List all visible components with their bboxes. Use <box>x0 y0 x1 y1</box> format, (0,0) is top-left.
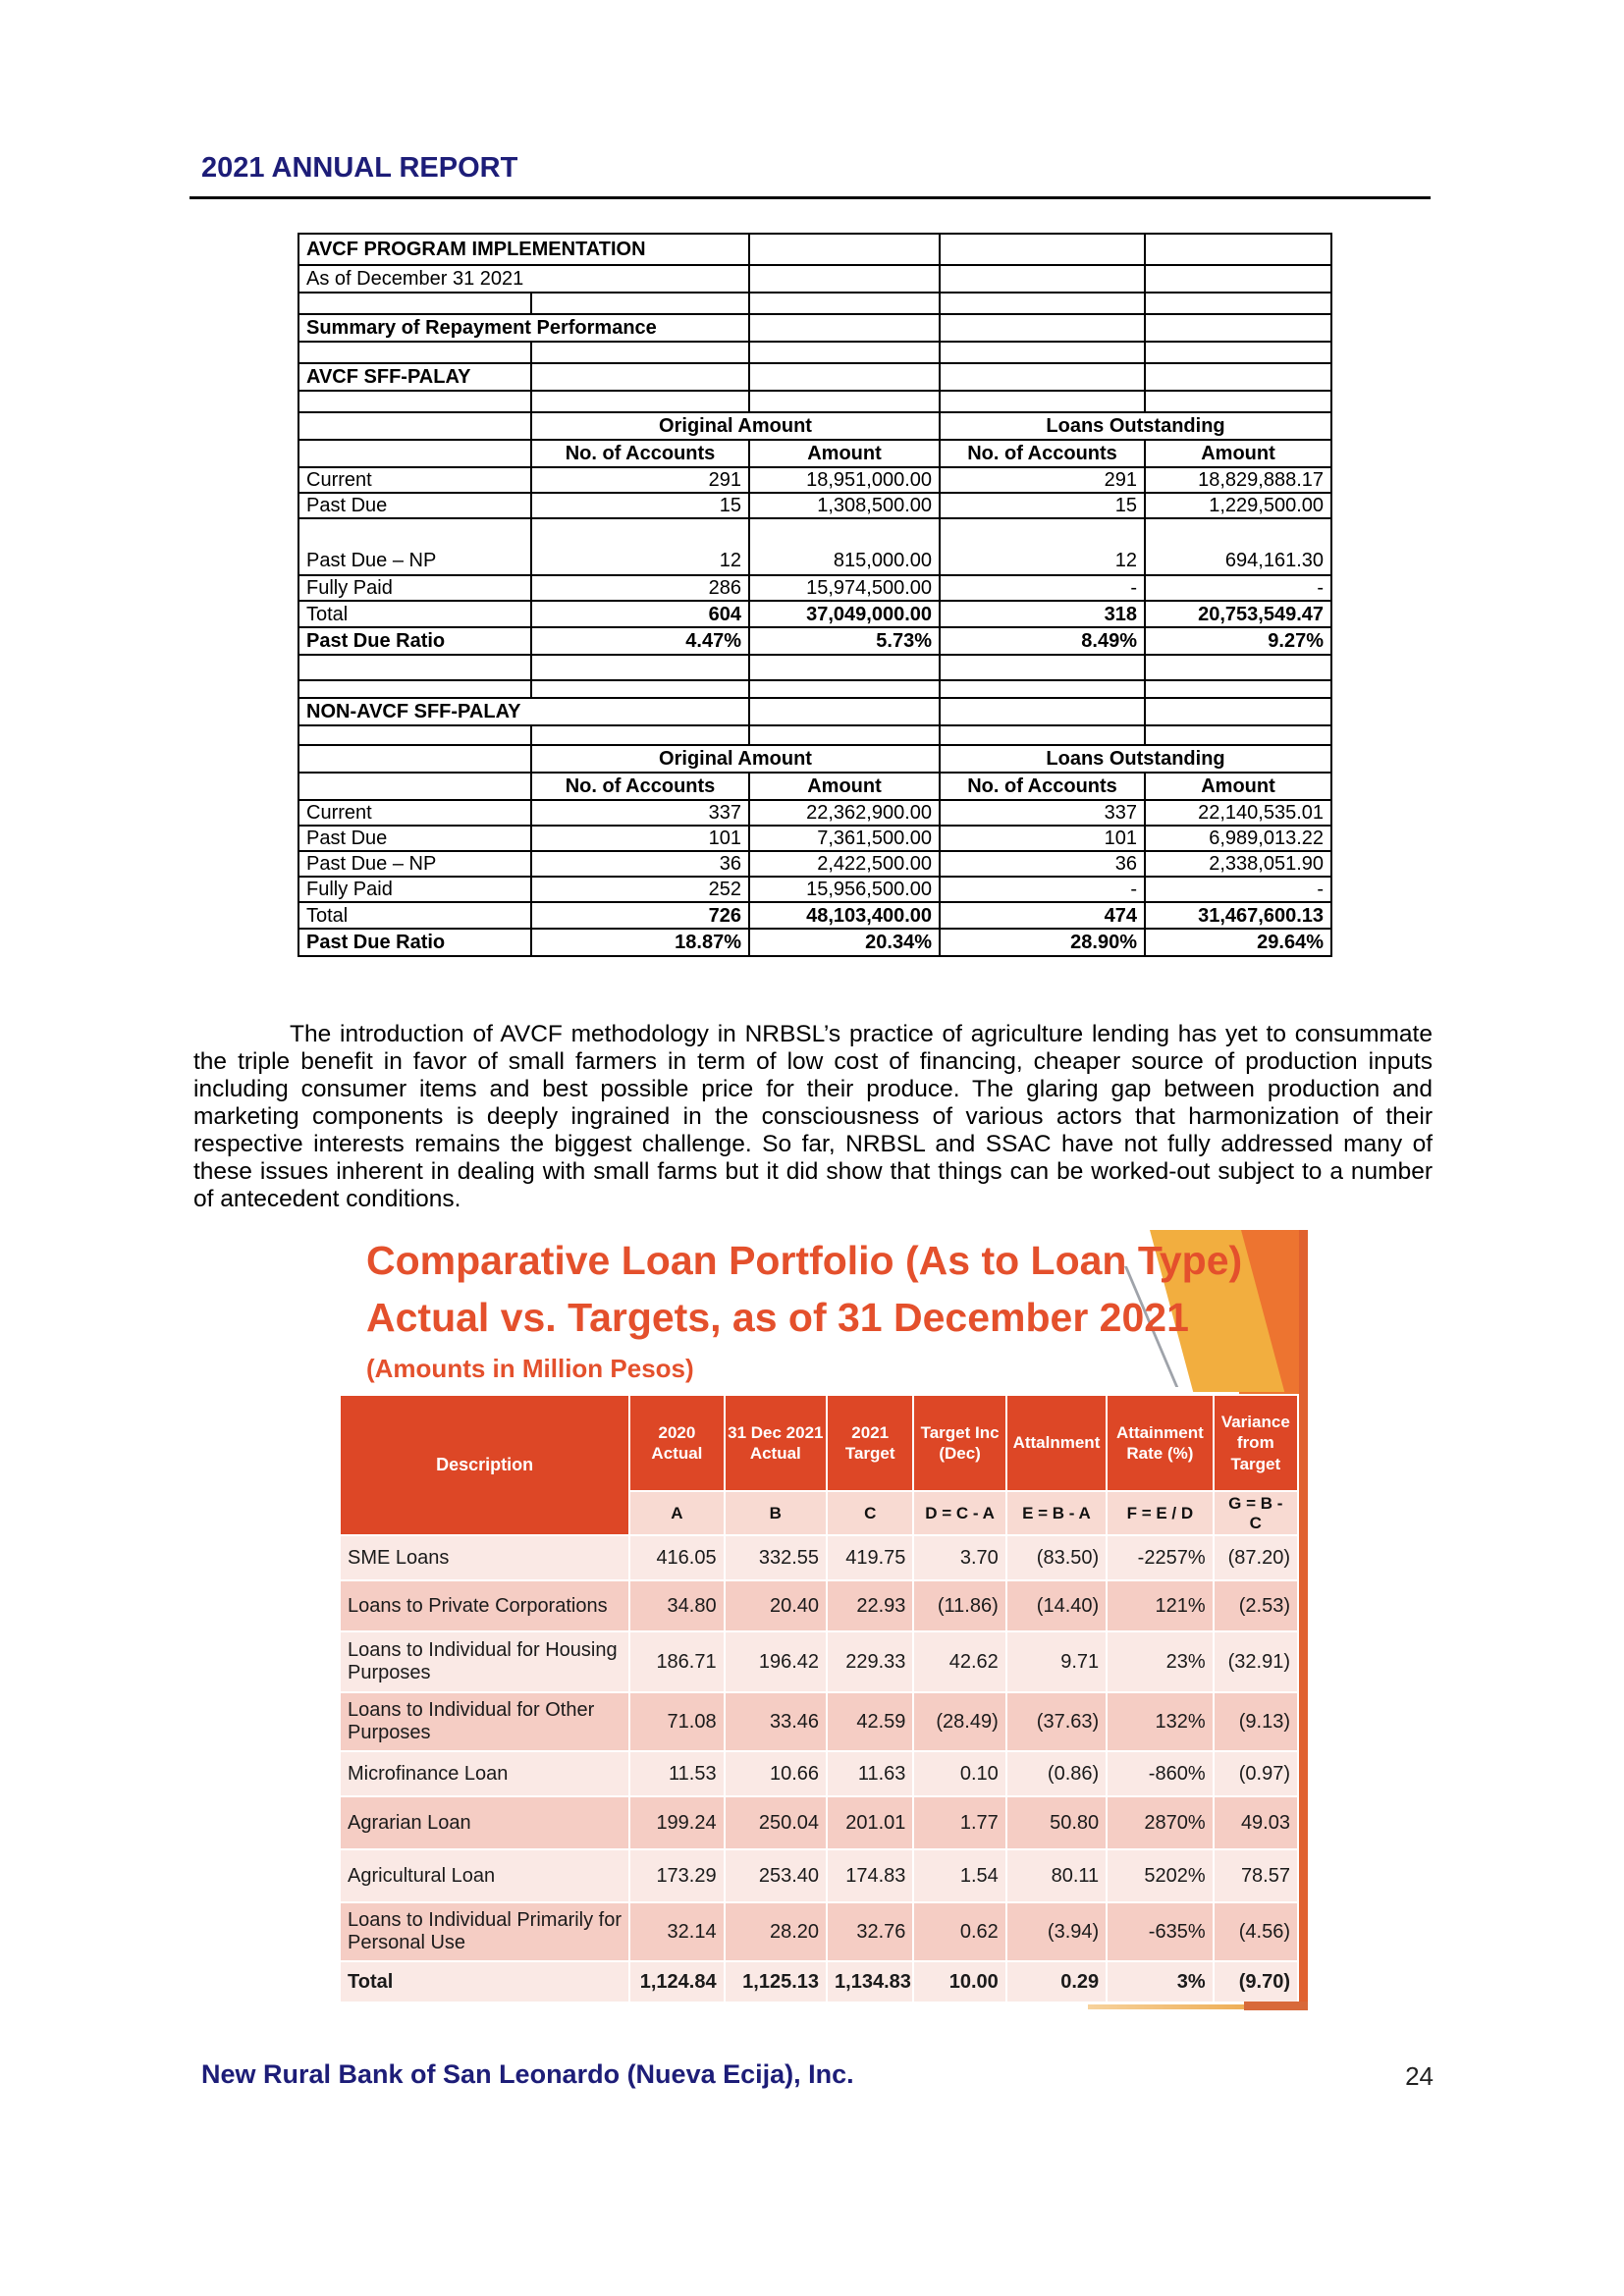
empty-cell <box>531 655 749 680</box>
row-label-cell: Total <box>298 902 531 929</box>
loan-value-cell: 173.29 <box>630 1850 723 1901</box>
empty-cell <box>749 363 940 391</box>
ratio-row <box>298 929 1331 956</box>
empty-cell <box>940 234 1145 265</box>
loan-value-cell: 121% <box>1108 1581 1212 1630</box>
data-row <box>298 575 1331 601</box>
loan-row <box>341 1693 1297 1750</box>
column-header-cell: No. of Accounts <box>531 440 749 467</box>
value-cell: - <box>940 575 1145 601</box>
formula-cell: E = B - A <box>1007 1492 1106 1534</box>
loan-value-cell: 3% <box>1108 1962 1212 2002</box>
loan-value-cell: 11.63 <box>828 1752 912 1795</box>
loan-column-header: Description <box>341 1396 628 1534</box>
formula-cell: G = B - C <box>1215 1492 1297 1534</box>
row-label-cell: Past Due <box>298 826 531 851</box>
loan-value-cell: 49.03 <box>1215 1797 1297 1848</box>
figure-title-line1: Comparative Loan Portfolio (As to Loan Type) <box>366 1238 1243 1283</box>
column-header-cell: No. of Accounts <box>940 773 1145 800</box>
loan-value-cell: (11.86) <box>914 1581 1004 1630</box>
loan-value-cell: 132% <box>1108 1693 1212 1750</box>
column-header-cell: Amount <box>749 440 940 467</box>
empty-cell <box>940 363 1145 391</box>
empty-cell <box>749 293 940 314</box>
value-cell: 15 <box>940 493 1145 518</box>
loan-value-cell: 1,124.84 <box>630 1962 723 2002</box>
column-header-cell: No. of Accounts <box>531 773 749 800</box>
value-cell: 1,308,500.00 <box>749 493 940 518</box>
value-cell: 286 <box>531 575 749 601</box>
data-row <box>298 493 1331 518</box>
value-cell: 337 <box>940 800 1145 826</box>
table-row <box>298 698 1331 725</box>
loan-value-cell: -860% <box>1108 1752 1212 1795</box>
table-row <box>298 680 1331 698</box>
data-row <box>298 826 1331 851</box>
loan-value-cell: 10.66 <box>726 1752 826 1795</box>
loan-value-cell: 1,125.13 <box>726 1962 826 2002</box>
loan-description-cell: Loans to Individual for Other Purposes <box>341 1693 628 1750</box>
table-row <box>298 725 1331 745</box>
column-header-cell: Amount <box>749 773 940 800</box>
figure-title-block <box>339 1230 1308 1394</box>
empty-cell <box>531 363 749 391</box>
summary-label-cell: Summary of Repayment Performance <box>298 314 749 342</box>
table-row <box>298 234 1331 265</box>
empty-cell <box>749 314 940 342</box>
total-row <box>298 601 1331 627</box>
formula-cell: C <box>828 1492 912 1534</box>
loan-value-cell: (14.40) <box>1007 1581 1106 1630</box>
empty-cell <box>298 680 531 698</box>
section-title-cell: AVCF SFF-PALAY <box>298 363 531 391</box>
value-cell: 48,103,400.00 <box>749 902 940 929</box>
loan-value-cell: (2.53) <box>1215 1581 1297 1630</box>
loan-row <box>341 1903 1297 1960</box>
formula-cell: D = C - A <box>914 1492 1004 1534</box>
value-cell: - <box>1145 575 1331 601</box>
loan-value-cell: (32.91) <box>1215 1632 1297 1691</box>
row-label-cell: Past Due Ratio <box>298 627 531 655</box>
value-cell: 101 <box>531 826 749 851</box>
empty-cell <box>1145 342 1331 363</box>
empty-cell <box>940 680 1145 698</box>
value-cell: 22,362,900.00 <box>749 800 940 826</box>
loan-total-row <box>341 1962 1297 2002</box>
table-row <box>298 265 1331 293</box>
formula-cell: F = E / D <box>1108 1492 1212 1534</box>
empty-cell <box>749 391 940 412</box>
loan-value-cell: 2870% <box>1108 1797 1212 1848</box>
value-cell: 726 <box>531 902 749 929</box>
row-label-cell: Fully Paid <box>298 575 531 601</box>
table-row <box>298 314 1331 342</box>
value-cell: 318 <box>940 601 1145 627</box>
value-cell: 5.73% <box>749 627 940 655</box>
loan-description-cell: Agricultural Loan <box>341 1850 628 1901</box>
row-label-cell: Past Due – NP <box>298 851 531 877</box>
loan-description-cell: Loans to Private Corporations <box>341 1581 628 1630</box>
loan-value-cell: 33.46 <box>726 1693 826 1750</box>
loan-value-cell: (28.49) <box>914 1693 1004 1750</box>
loan-value-cell: 22.93 <box>828 1581 912 1630</box>
empty-cell <box>298 293 531 314</box>
empty-cell <box>298 391 531 412</box>
loan-value-cell: (9.13) <box>1215 1693 1297 1750</box>
value-cell: 28.90% <box>940 929 1145 956</box>
loan-value-cell: 416.05 <box>630 1536 723 1579</box>
empty-cell <box>940 391 1145 412</box>
empty-cell <box>531 680 749 698</box>
empty-cell <box>531 725 749 745</box>
loan-value-cell: (37.63) <box>1007 1693 1106 1750</box>
loan-value-cell: (0.97) <box>1215 1752 1297 1795</box>
column-header-row <box>298 440 1331 467</box>
value-cell: 18,951,000.00 <box>749 467 940 493</box>
value-cell: - <box>1145 877 1331 902</box>
value-cell: 15 <box>531 493 749 518</box>
group-header-cell: Original Amount <box>531 745 940 773</box>
group-header-cell: Loans Outstanding <box>940 412 1331 440</box>
value-cell: 101 <box>940 826 1145 851</box>
loan-value-cell: 174.83 <box>828 1850 912 1901</box>
ratio-row <box>298 627 1331 655</box>
empty-cell <box>298 440 531 467</box>
value-cell: 2,338,051.90 <box>1145 851 1331 877</box>
empty-cell <box>298 655 531 680</box>
empty-cell <box>749 698 940 725</box>
column-header-cell: Amount <box>1145 773 1331 800</box>
loan-value-cell: 250.04 <box>726 1797 826 1848</box>
loan-description-cell: Total <box>341 1962 628 2002</box>
empty-cell <box>749 725 940 745</box>
loan-value-cell: 0.29 <box>1007 1962 1106 2002</box>
loan-description-cell: Loans to Individual for Housing Purposes <box>341 1632 628 1691</box>
page-title: 2021 ANNUAL REPORT <box>201 152 518 184</box>
loan-value-cell: (87.20) <box>1215 1536 1297 1579</box>
loan-portfolio-figure <box>339 1230 1308 2013</box>
loan-value-cell: 42.62 <box>914 1632 1004 1691</box>
empty-cell <box>940 265 1145 293</box>
empty-cell <box>1145 293 1331 314</box>
value-cell: 4.47% <box>531 627 749 655</box>
loan-value-cell: 80.11 <box>1007 1850 1106 1901</box>
value-cell: 36 <box>940 851 1145 877</box>
value-cell: 15,956,500.00 <box>749 877 940 902</box>
loan-value-cell: 32.76 <box>828 1903 912 1960</box>
column-header-cell: No. of Accounts <box>940 440 1145 467</box>
formula-cell: B <box>726 1492 826 1534</box>
loan-value-cell: 196.42 <box>726 1632 826 1691</box>
section-title-cell: NON-AVCF SFF-PALAY <box>298 698 749 725</box>
loan-column-header: Variance from Target <box>1215 1396 1297 1490</box>
loan-value-cell: -2257% <box>1108 1536 1212 1579</box>
empty-cell <box>531 293 749 314</box>
empty-cell <box>749 680 940 698</box>
empty-cell <box>298 773 531 800</box>
empty-cell <box>1145 363 1331 391</box>
loan-value-cell: 201.01 <box>828 1797 912 1848</box>
value-cell: 36 <box>531 851 749 877</box>
loan-column-header: 2021 Target <box>828 1396 912 1490</box>
table-title-cell: AVCF PROGRAM IMPLEMENTATION <box>298 234 749 265</box>
column-header-row <box>298 773 1331 800</box>
loan-value-cell: 3.70 <box>914 1536 1004 1579</box>
formula-cell: A <box>630 1492 723 1534</box>
figure-subtitle: (Amounts in Million Pesos) <box>366 1354 694 1383</box>
empty-cell <box>1145 725 1331 745</box>
value-cell: 15,974,500.00 <box>749 575 940 601</box>
value-cell: 815,000.00 <box>749 518 940 575</box>
loan-column-header: Attalnment <box>1007 1396 1106 1490</box>
value-cell: 694,161.30 <box>1145 518 1331 575</box>
row-label-cell: Past Due Ratio <box>298 929 531 956</box>
empty-cell <box>531 342 749 363</box>
value-cell: 18,829,888.17 <box>1145 467 1331 493</box>
loan-value-cell: 71.08 <box>630 1693 723 1750</box>
group-header-cell: Loans Outstanding <box>940 745 1331 773</box>
loan-value-cell: 186.71 <box>630 1632 723 1691</box>
value-cell: 37,049,000.00 <box>749 601 940 627</box>
loan-value-cell: 5202% <box>1108 1850 1212 1901</box>
loan-value-cell: 28.20 <box>726 1903 826 1960</box>
empty-cell <box>940 342 1145 363</box>
table-row <box>298 655 1331 680</box>
loan-value-cell: 0.62 <box>914 1903 1004 1960</box>
empty-cell <box>1145 391 1331 412</box>
empty-cell <box>749 342 940 363</box>
group-header-row <box>298 745 1331 773</box>
loan-value-cell: 199.24 <box>630 1797 723 1848</box>
empty-cell <box>298 725 531 745</box>
group-header-row <box>298 412 1331 440</box>
empty-cell <box>298 745 531 773</box>
loan-row <box>341 1850 1297 1901</box>
loan-value-cell: 1.54 <box>914 1850 1004 1901</box>
loan-value-cell: 20.40 <box>726 1581 826 1630</box>
loan-value-cell: 1.77 <box>914 1797 1004 1848</box>
data-row <box>298 877 1331 902</box>
loan-row <box>341 1536 1297 1579</box>
loan-value-cell: 42.59 <box>828 1693 912 1750</box>
value-cell: 12 <box>531 518 749 575</box>
loan-column-header: 2020 Actual <box>630 1396 723 1490</box>
value-cell: 29.64% <box>1145 929 1331 956</box>
loan-value-cell: 78.57 <box>1215 1850 1297 1901</box>
header-rule <box>189 196 1431 199</box>
empty-cell <box>940 725 1145 745</box>
data-row <box>298 518 1331 575</box>
loan-value-cell: 253.40 <box>726 1850 826 1901</box>
empty-cell <box>298 412 531 440</box>
loan-value-cell: 34.80 <box>630 1581 723 1630</box>
loan-column-header: Attainment Rate (%) <box>1108 1396 1212 1490</box>
empty-cell <box>749 265 940 293</box>
page-number: 24 <box>1405 2061 1434 2091</box>
row-label-cell: Current <box>298 800 531 826</box>
loan-value-cell: (0.86) <box>1007 1752 1106 1795</box>
bottom-accent-line <box>339 2003 1308 2013</box>
loan-value-cell: -635% <box>1108 1903 1212 1960</box>
loan-value-cell: (9.70) <box>1215 1962 1297 2002</box>
value-cell: 291 <box>940 467 1145 493</box>
empty-cell <box>940 655 1145 680</box>
loan-value-cell: (4.56) <box>1215 1903 1297 1960</box>
empty-cell <box>531 391 749 412</box>
row-label-cell: Fully Paid <box>298 877 531 902</box>
footer-bank-name: New Rural Bank of San Leonardo (Nueva Ecija), Inc. <box>201 2059 854 2089</box>
loan-value-cell: 32.14 <box>630 1903 723 1960</box>
loan-column-header: Target Inc (Dec) <box>914 1396 1004 1490</box>
body-paragraph: The introduction of AVCF methodology in NRBSL’s practice of agriculture lending has yet to consummate the triple benefit in favor of small farmers in term of low cost of financing, cheaper source of production inputs including consumer items and best possible price for their produce. The glaring gap between production and marketing components is deeply ingrained in the consciousness of various actors that harmonization of their respective interests remains the biggest challenge. So far, NRBSL and SSAC have not fully addressed many of these issues inherent in dealing with small farms but it did show that things can be worked-out subject to a number of antecedent conditions. <box>193 1021 1433 1212</box>
empty-cell <box>1145 234 1331 265</box>
row-label-cell: Past Due <box>298 493 531 518</box>
value-cell: 22,140,535.01 <box>1145 800 1331 826</box>
loan-value-cell: 332.55 <box>726 1536 826 1579</box>
value-cell: 2,422,500.00 <box>749 851 940 877</box>
empty-cell <box>940 293 1145 314</box>
empty-cell <box>749 655 940 680</box>
loan-value-cell: 0.10 <box>914 1752 1004 1795</box>
empty-cell <box>1145 265 1331 293</box>
empty-cell <box>1145 314 1331 342</box>
value-cell: 252 <box>531 877 749 902</box>
value-cell: 337 <box>531 800 749 826</box>
value-cell: 18.87% <box>531 929 749 956</box>
value-cell: 291 <box>531 467 749 493</box>
loan-value-cell: 229.33 <box>828 1632 912 1691</box>
loan-value-cell: 11.53 <box>630 1752 723 1795</box>
loan-value-cell: 10.00 <box>914 1962 1004 2002</box>
figure-title-line2: Actual vs. Targets, as of 31 December 2021 <box>366 1295 1189 1340</box>
loan-portfolio-table <box>339 1394 1299 2003</box>
value-cell: 6,989,013.22 <box>1145 826 1331 851</box>
empty-cell <box>298 342 531 363</box>
loan-description-cell: Loans to Individual Primarily for Personal Use <box>341 1903 628 1960</box>
row-label-cell: Total <box>298 601 531 627</box>
table-row <box>298 293 1331 314</box>
table-row <box>298 391 1331 412</box>
value-cell: 604 <box>531 601 749 627</box>
loan-value-cell: (83.50) <box>1007 1536 1106 1579</box>
value-cell: 1,229,500.00 <box>1145 493 1331 518</box>
row-label-cell: Past Due – NP <box>298 518 531 575</box>
value-cell: 474 <box>940 902 1145 929</box>
as-of-date-cell: As of December 31 2021 <box>298 265 749 293</box>
empty-cell <box>1145 655 1331 680</box>
data-row <box>298 851 1331 877</box>
value-cell: 20.34% <box>749 929 940 956</box>
value-cell: 7,361,500.00 <box>749 826 940 851</box>
bottom-accent-yellow <box>1088 2004 1247 2009</box>
data-row <box>298 800 1331 826</box>
loan-value-cell: 23% <box>1108 1632 1212 1691</box>
value-cell: 9.27% <box>1145 627 1331 655</box>
loan-column-header: 31 Dec 2021 Actual <box>726 1396 826 1490</box>
total-row <box>298 902 1331 929</box>
value-cell: 12 <box>940 518 1145 575</box>
empty-cell <box>1145 698 1331 725</box>
loan-value-cell: 9.71 <box>1007 1632 1106 1691</box>
table-row <box>298 342 1331 363</box>
data-row <box>298 467 1331 493</box>
loan-description-cell: Agrarian Loan <box>341 1797 628 1848</box>
loan-row <box>341 1797 1297 1848</box>
empty-cell <box>749 234 940 265</box>
value-cell: 31,467,600.13 <box>1145 902 1331 929</box>
row-label-cell: Current <box>298 467 531 493</box>
loan-row <box>341 1632 1297 1691</box>
value-cell: 8.49% <box>940 627 1145 655</box>
column-header-cell: Amount <box>1145 440 1331 467</box>
loan-description-cell: SME Loans <box>341 1536 628 1579</box>
loan-value-cell: (3.94) <box>1007 1903 1106 1960</box>
loan-header-row <box>341 1396 1297 1490</box>
table-row <box>298 363 1331 391</box>
loan-value-cell: 50.80 <box>1007 1797 1106 1848</box>
group-header-cell: Original Amount <box>531 412 940 440</box>
loan-description-cell: Microfinance Loan <box>341 1752 628 1795</box>
loan-row <box>341 1581 1297 1630</box>
empty-cell <box>1145 680 1331 698</box>
value-cell: 20,753,549.47 <box>1145 601 1331 627</box>
loan-value-cell: 419.75 <box>828 1536 912 1579</box>
empty-cell <box>940 314 1145 342</box>
repayment-performance-table <box>298 233 1332 957</box>
loan-value-cell: 1,134.83 <box>828 1962 912 2002</box>
loan-row <box>341 1752 1297 1795</box>
empty-cell <box>940 698 1145 725</box>
value-cell: - <box>940 877 1145 902</box>
